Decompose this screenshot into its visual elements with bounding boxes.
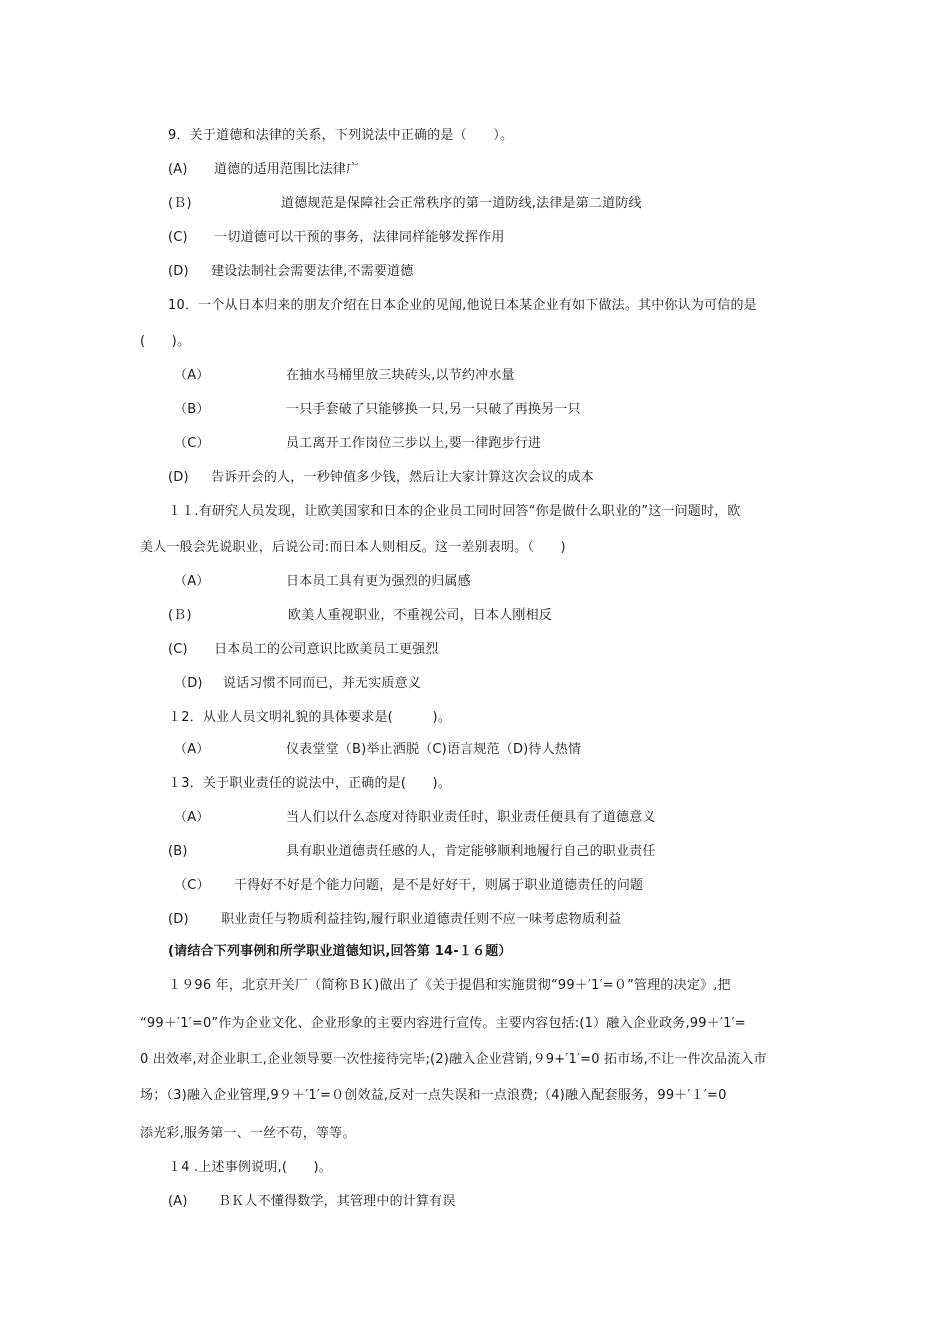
option-label: （A） bbox=[174, 742, 210, 757]
option-10b bbox=[174, 401, 581, 419]
case-paragraph-line-5: 添光彩,服务第一、一丝不苟，等等。 bbox=[140, 1126, 356, 1141]
option-label: (C) bbox=[168, 230, 188, 245]
option-13b bbox=[168, 843, 656, 861]
option-10c bbox=[174, 435, 542, 453]
option-13d bbox=[168, 911, 621, 929]
question-10-line-1: 10．一个从日本归来的朋友介绍在日本企业的见闻,他说日本某企业有如下做法。其中你认为可信的是 bbox=[168, 298, 757, 313]
option-label: （D) bbox=[174, 676, 203, 691]
option-9b bbox=[168, 195, 642, 213]
question-14: １4 .上述事例说明,( )。 bbox=[168, 1160, 333, 1175]
option-label: (D) bbox=[168, 470, 189, 485]
option-text: 一切道德可以干预的事务，法律同样能够发挥作用 bbox=[214, 230, 505, 245]
option-label: （A） bbox=[174, 574, 210, 589]
option-11d bbox=[174, 675, 421, 693]
option-label: (Ｂ) bbox=[168, 608, 192, 623]
option-11b bbox=[168, 607, 553, 625]
option-text: 日本员工具有更为强烈的归属感 bbox=[286, 574, 471, 589]
option-label: (Ｂ) bbox=[168, 196, 192, 211]
option-13a bbox=[174, 809, 656, 827]
question-11-line-1: １１.有研究人员发现，让欧美国家和日本的企业员工同时回答“你是做什么职业的”这一问题时，欧 bbox=[168, 504, 741, 519]
option-11c bbox=[168, 641, 439, 659]
option-10a bbox=[174, 367, 515, 385]
option-label: (D) bbox=[168, 264, 189, 279]
option-9d bbox=[168, 263, 413, 281]
option-text: 说话习惯不同而已，并无实质意义 bbox=[223, 676, 422, 691]
option-text: 干得好不好是个能力问题，是不是好好干，则属于职业道德责任的问题 bbox=[234, 878, 644, 893]
option-label: (B) bbox=[168, 844, 188, 859]
case-paragraph-line-3: 0 出效率,对企业职工,企业领导要一次性接待完毕;(2)融入企业营销,９9+′1′=0 拓市场,不让一件次品流入市 bbox=[140, 1052, 767, 1067]
option-text: ＢＫ人不懂得数学，其管理中的计算有误 bbox=[217, 1194, 456, 1209]
case-paragraph-line-2: “99＋′1′=0”作为企业文化、企业形象的主要内容进行宣传。主要内容包括:(1）融入企业政务,99＋′1′= bbox=[140, 1016, 746, 1031]
option-text: 职业责任与物质利益挂钩,履行职业道德责任则不应一味考虑物质利益 bbox=[221, 912, 622, 927]
option-text: 仪表堂堂（B)举止洒脱（C)语言规范（D)待人热情 bbox=[286, 742, 582, 757]
option-9c bbox=[168, 229, 505, 247]
option-label: (C) bbox=[168, 642, 188, 657]
option-text: 具有职业道德责任感的人，肯定能够顺利地履行自己的职业责任 bbox=[286, 844, 656, 859]
question-9: 9．关于道德和法律的关系，下列说法中正确的是（ ）。 bbox=[168, 128, 514, 143]
option-11a bbox=[174, 573, 471, 591]
option-label: （A） bbox=[174, 368, 210, 383]
option-label: (A) bbox=[168, 162, 188, 177]
option-text: 道德规范是保障社会正常秩序的第一道防线,法律是第二道防线 bbox=[281, 196, 642, 211]
option-label: （C） bbox=[174, 436, 210, 451]
option-text: 日本员工的公司意识比欧美员工更强烈 bbox=[214, 642, 439, 657]
option-14a bbox=[168, 1193, 456, 1211]
case-paragraph-line-1: １９96 年，北京开关厂（简称ＢＫ)做出了《关于提倡和实施贯彻“99＋′1′=０”管理的决定》,把 bbox=[168, 978, 731, 993]
question-13: １3．关于职业责任的说法中，正确的是( )。 bbox=[168, 776, 452, 791]
option-text: 建设法制社会需要法律,不需要道德 bbox=[211, 264, 414, 279]
question-11-line-2: 美人一般会先说职业，后说公司:而日本人则相反。这一差别表明。（ ) bbox=[140, 540, 566, 555]
option-text: 一只手套破了只能够换一只,另一只破了再换另一只 bbox=[286, 402, 581, 417]
option-text: 欧美人重视职业，不重视公司，日本人刚相反 bbox=[288, 608, 553, 623]
case-paragraph-line-4: 场；（3)融入企业管理,9９＋′1′=０创效益,反对一点失误和一点浪费;（4)融入配套服务，99＋′１′=0 bbox=[140, 1088, 727, 1103]
option-9a bbox=[168, 161, 359, 179]
option-text: 当人们以什么态度对待职业责任时，职业责任便具有了道德意义 bbox=[286, 810, 656, 825]
option-label: （C） bbox=[174, 878, 210, 893]
option-label: (A) bbox=[168, 1194, 188, 1209]
option-label: (D) bbox=[168, 912, 189, 927]
question-12: １2．从业人员文明礼貌的具体要求是( )。 bbox=[168, 710, 452, 725]
option-text: 在抽水马桶里放三块砖头,以节约冲水量 bbox=[286, 368, 515, 383]
question-10-line-2: ( )。 bbox=[140, 334, 191, 349]
option-label: （B） bbox=[174, 402, 210, 417]
option-label: （A） bbox=[174, 810, 210, 825]
option-13c bbox=[174, 877, 643, 895]
option-12a bbox=[174, 741, 582, 759]
option-10d bbox=[168, 469, 594, 487]
option-text: 告诉开会的人，一秒钟值多少钱，然后让大家计算这次会议的成本 bbox=[211, 470, 594, 485]
case-heading: (请结合下列事例和所学职业道德知识,回答第 14-１６题） bbox=[168, 944, 512, 959]
option-text: 员工离开工作岗位三步以上,要一律跑步行进 bbox=[286, 436, 542, 451]
option-text: 道德的适用范围比法律广 bbox=[213, 162, 360, 177]
